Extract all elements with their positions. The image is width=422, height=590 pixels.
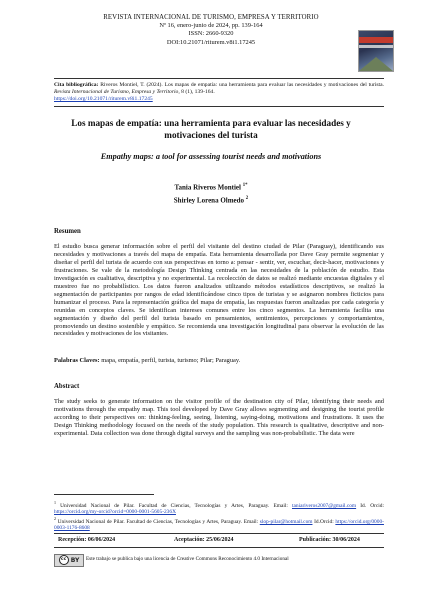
citation-line2a: motivaciones del turista. bbox=[328, 82, 384, 88]
footnote-1-email[interactable]: taniariveros2007@gmail.com bbox=[292, 502, 357, 509]
resumen-line: identificando sus necesidades y motivaciones a través del mapa de empatía. Esta herramienta bbox=[54, 243, 384, 258]
citation-doi-link[interactable]: https://doi.org/10.21071/riturem.v8i1.17245 bbox=[54, 96, 153, 102]
resumen-line: estadísticos descriptivos, se realizó la segmentación de participantes por rangos de edad identificándose bbox=[54, 282, 385, 298]
abstract-body bbox=[54, 398, 384, 438]
resumen-line: desarrollada por Dave Gray permite segmentar y diseñar el perfil del turista de acuerdo con sus bbox=[54, 250, 384, 266]
author-1-mark: 1* bbox=[242, 183, 248, 188]
abstract-line: The study seeks to generate information on the visitor profile of the destination city of Pilar, identifying bbox=[54, 398, 340, 405]
resumen-line: encuestas digitales y el muestreo fue no probabilístico. Los datos fueron analizados utilizando métodos bbox=[54, 274, 384, 290]
keywords-label: Palabras Claves: bbox=[54, 357, 100, 364]
footnote-2-email[interactable]: slop-pilar@hotmail.com bbox=[259, 518, 313, 525]
author-2-mark: 2 bbox=[245, 196, 249, 201]
citation-journal: Revista Internacional de Turismo, Empresa y Territorio, bbox=[54, 89, 180, 95]
citation-label: Cita bibliográfica: bbox=[54, 82, 99, 88]
license-text: Este trabajo se publica bajo una licencia de Creative Commons Reconocimiento 4.0 Internacional bbox=[86, 556, 289, 562]
cc-badge-label: BY bbox=[70, 557, 80, 564]
abstract-line: segmenting and designing the tourist profile according to their perspectives on: thinking-feeling, seeing, bbox=[54, 405, 384, 421]
resumen-line: perspectivas en torno a: pensar - sentir, ver, escuchar, decir-hacer, motivaciones y frustraciones. Se vale bbox=[54, 258, 384, 274]
title-es-line2: motivaciones del turista bbox=[164, 129, 258, 140]
resumen-heading: Resumen bbox=[54, 228, 81, 235]
article-title-en: Empathy maps: a tool for assessing tourist needs and motivations bbox=[100, 152, 322, 161]
title-es-line1: Los mapas de empatía: una herramienta para evaluar las necesidades y bbox=[71, 118, 351, 128]
citation-bottom-rule bbox=[54, 106, 384, 107]
footnote-1-orcid-link[interactable]: https://orcid.org/my-orcid?orcid=0000-0001-5605-236X bbox=[54, 509, 176, 516]
resumen-line: claves. Se identifican intereses comunes entre los cinco segmentos. La herramienta facilita una bbox=[117, 306, 384, 314]
journal-issue: Nº 16, enero-junio de 2024, pp. 139-164 bbox=[159, 22, 263, 30]
citation-line2b: 8 (1), 139-164. bbox=[181, 89, 215, 95]
journal-issn: ISSN: 2660-9320 bbox=[188, 30, 234, 38]
resumen-line: de la metodología Design Thinking centrada en las necesidades de la población de estudio. Esta bbox=[115, 266, 384, 274]
cc-logo-icon: cc bbox=[59, 555, 69, 565]
footnote-rule bbox=[54, 494, 154, 495]
resumen-body bbox=[54, 243, 384, 338]
resumen-line: comportamientos, promoviendo un destino sostenible y empático. Se recomienda una investigación bbox=[54, 314, 384, 330]
journal-cover-thumbnail bbox=[358, 30, 394, 72]
article-title-es bbox=[60, 118, 362, 141]
date-published: Publicación: 30/06/2024 bbox=[299, 537, 360, 543]
date-accepted: Aceptación: 25/06/2024 bbox=[174, 537, 234, 543]
keywords-text: mapa, empatía, perfil, turista, turismo; Pilar; Paraguay. bbox=[101, 357, 241, 364]
author-2 bbox=[0, 196, 422, 204]
license-block bbox=[54, 553, 384, 567]
citation-top-rule bbox=[54, 78, 384, 79]
footnote-2: $^2$ Universidad Nacional de Pilar. Facultad de Ciencias, Tecnologías y Artes, Paraguay. Email: slop-pilar@hotmail.com Id.Orcid: https://orcid.org/0000-0003-1176-8608 bbox=[54, 516, 384, 532]
dates-bottom-rule bbox=[54, 547, 384, 548]
journal-name: REVISTA INTERNACIONAL DE TURISMO, EMPRESA Y TERRITORIO bbox=[103, 14, 319, 21]
abstract-heading: Abstract bbox=[54, 383, 80, 390]
abstract-line: Data collection was done through digital surveys and the sampling was non-probabilistic. The data were bbox=[90, 429, 355, 437]
keywords-line bbox=[54, 357, 384, 365]
resumen-line: investigación es cualitativa, descriptiva y no experimental. La recolección de datos se realizó mediante bbox=[54, 274, 322, 282]
abstract-line: their needs and motivations through the empathy map. This tool developed by Dave Gray allows bbox=[54, 398, 384, 413]
resumen-line: cinco tipos de turistas y se asignaron nombres ficticios para humanizar el proceso. Para la representación bbox=[54, 290, 384, 306]
abstract-line: on the needs of the study population. This research is qualitative, descriptive and non-experimental. bbox=[54, 421, 384, 437]
journal-doi: DOI:10.21071/riturem.v8i1.17245 bbox=[166, 38, 256, 46]
dates-top-rule bbox=[54, 533, 384, 534]
abstract-line: listening, saying-doing, motivations and frustrations. It uses the Design Thinking methodology focused bbox=[54, 413, 384, 429]
creative-commons-icon[interactable] bbox=[54, 554, 84, 567]
citation-line1: Riveros Montiel, T. (2024). Los mapas de empatía: una herramienta para evaluar las necesidades y bbox=[100, 82, 327, 88]
author-1-name: Tania Riveros Montiel bbox=[174, 183, 241, 192]
date-received: Recepción: 06/06/2024 bbox=[58, 537, 116, 543]
resumen-line: longitudinal para observar la evolución de las necesidades y motivaciones de los visitantes. bbox=[54, 322, 384, 338]
resumen-line: segmentación y diseño del perfil del turista basado en pensamientos, sentimientos, percepciones y bbox=[54, 314, 335, 322]
resumen-line: gráfica del mapa de empatía, las respuestas fueron analizadas por cada categoría y reunidas en conceptos bbox=[54, 298, 384, 314]
citation-block bbox=[54, 82, 384, 103]
footnote-1: $^1$ Universidad Nacional de Pilar. Facultad de Ciencias, Tecnologías y Artes, Paraguay. Email: taniariveros2007@gmail.com Id. Orcid: https://orcid.org/my-orcid?orcid=0000-0001-5605-236X bbox=[54, 500, 384, 516]
footnote-2-orcid-link[interactable]: https://orcid.org/0000-0003-1176-8608 bbox=[54, 518, 384, 532]
author-2-name: Shirley Lorena Olmedo bbox=[173, 196, 245, 205]
author-1 bbox=[0, 183, 422, 191]
journal-header bbox=[80, 14, 342, 47]
resumen-line: El estudio busca generar información sobre el perfil del visitante del destino ciudad de Pilar (Paraguay), bbox=[54, 243, 337, 250]
